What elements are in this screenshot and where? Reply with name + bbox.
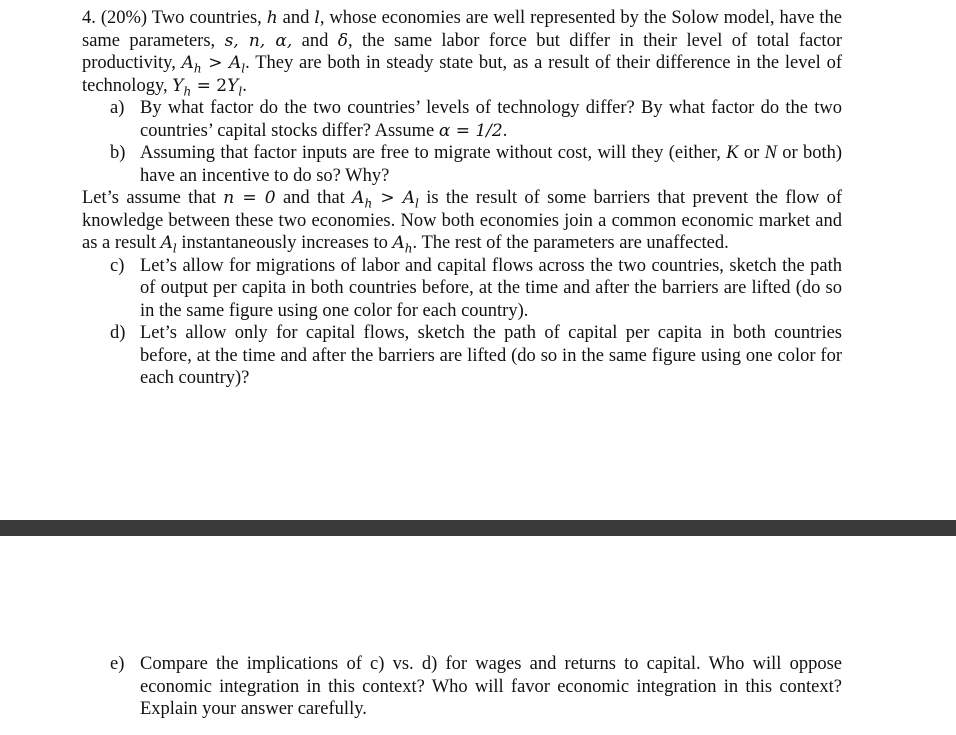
part-b-text: or	[738, 143, 765, 163]
middle-text: instantaneously increases to	[176, 233, 393, 253]
math-subscript: l	[241, 61, 246, 76]
math-symbol: Y	[227, 75, 239, 96]
output-relation	[172, 76, 242, 96]
math-symbol: A	[392, 233, 405, 253]
math-symbol: Y	[172, 75, 184, 96]
math-operator: = 2	[191, 75, 228, 96]
alpha-equation: α = 1/2	[438, 120, 503, 141]
part-e-label: e)	[110, 654, 125, 674]
intro-text: .	[242, 75, 247, 96]
part-e-text: Compare the implications of c) vs. d) for wages and returns to capital. Who will oppose economic integration in this context? Who will favor economic integration in this context? Explain your answer carefully.	[140, 654, 842, 719]
tfp-high	[392, 233, 413, 256]
part-c-text: Let’s allow for migrations of labor and capital flows across the two countries, sketch the path of output per capita in both countries before, at the time and after the barriers are lifted (do so in the same figure using one color for each country).	[140, 255, 842, 321]
intro-text: . They are both in steady state but, as a result of their difference in the level of technology,	[82, 53, 842, 96]
math-subscript: l	[238, 83, 243, 98]
math-subscript: l	[415, 196, 419, 211]
math-subscript: h	[364, 196, 373, 211]
parameter-delta: δ	[337, 30, 349, 51]
capital-symbol: K	[726, 143, 739, 163]
math-subscript: h	[193, 61, 202, 76]
part-b	[82, 142, 842, 187]
part-e-block	[82, 653, 842, 721]
part-d-text: Let’s allow only for capital flows, sketch the path of capital per capita in both countries before, at the time and after the barriers are lifted (do so in the same figure using one color for each country)?	[140, 323, 842, 388]
intro-text: Two countries,	[151, 8, 267, 28]
part-d	[82, 322, 842, 390]
tfp-inequality	[352, 188, 419, 211]
labor-symbol: N	[764, 143, 777, 163]
math-symbol: A	[229, 53, 242, 73]
part-e	[82, 653, 842, 721]
middle-text: and that	[275, 188, 353, 208]
part-b-text: or both) have an incentive to do so? Why?	[140, 143, 842, 186]
math-symbol: A	[402, 188, 416, 208]
intro-text: and	[292, 30, 338, 51]
middle-text: is the result of some barriers that prevent the flow of knowledge between these two economies. Now both economies join a common economic market and as a result	[82, 188, 843, 253]
question-weight: (20%)	[100, 8, 148, 28]
part-c	[82, 255, 842, 323]
middle-text: . The rest of the parameters are unaffected.	[412, 233, 729, 253]
part-d-label: d)	[110, 323, 126, 343]
question-number: 4.	[82, 8, 96, 28]
math-symbol: A	[181, 53, 194, 73]
part-a-label: a)	[110, 98, 125, 118]
part-a-text: .	[502, 120, 508, 141]
page-divider	[0, 520, 956, 536]
math-subscript: h	[404, 241, 413, 256]
question-block	[82, 7, 842, 390]
part-a-text: By what factor do the two countries’ levels of technology differ? By what factor do the two countries’ capital stocks differ? Assume	[140, 98, 842, 141]
math-operator: >	[201, 53, 230, 73]
parameter-list: s, n, α,	[224, 30, 293, 51]
math-operator: >	[372, 188, 403, 208]
math-subscript: l	[172, 241, 177, 256]
intro-text: and	[277, 8, 315, 28]
part-b-text: Assuming that factor inputs are free to migrate without cost, will they (either,	[140, 143, 727, 163]
country-h: h	[266, 8, 278, 28]
country-l: l	[314, 8, 320, 28]
tfp-low	[160, 233, 177, 256]
n-equation: n = 0	[223, 188, 276, 208]
middle-text: Let’s assume that	[82, 188, 224, 208]
part-b-label: b)	[110, 143, 126, 163]
tfp-inequality	[181, 53, 246, 76]
intro-text: , whose economies are well represented by the Solow model, have the same parameters,	[82, 8, 843, 51]
math-symbol: A	[352, 188, 365, 208]
part-a	[82, 97, 842, 142]
math-subscript: h	[183, 83, 192, 98]
intro-text: , the same labor force but differ in their level of total factor productivity,	[82, 30, 842, 73]
question-intro	[82, 7, 842, 97]
middle-paragraph	[82, 187, 842, 255]
math-symbol: A	[160, 233, 173, 253]
part-c-label: c)	[110, 255, 125, 276]
